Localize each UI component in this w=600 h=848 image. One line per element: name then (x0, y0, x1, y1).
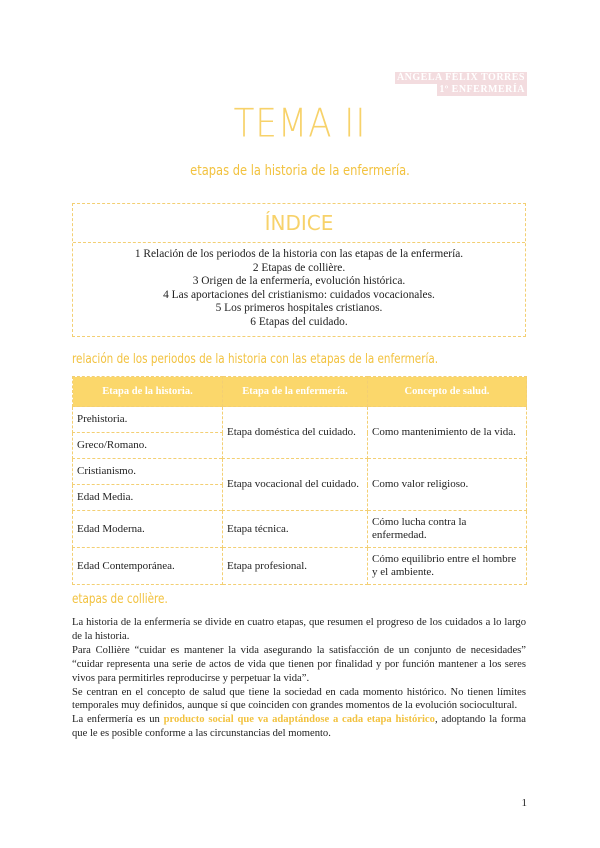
index-item: 1 Relación de los periodos de la historia con las etapas de la enfermería. (134, 248, 464, 260)
table-cell-health: Cómo equilibrio entre el hombre y el ambiente. (368, 548, 527, 585)
table-header-history: Etapa de la historia. (73, 377, 223, 407)
page-number: 1 (521, 797, 527, 809)
index-item: 2 Etapas de collière. (252, 261, 346, 274)
paragraph-text: La enfermería es un (72, 714, 164, 726)
table-header-health: Concepto de salud. (368, 377, 527, 407)
table-cell-nursing: Etapa vocacional del cuidado. (223, 459, 368, 511)
table-cell-history: Edad Contemporánea. (73, 548, 223, 585)
section-heading-periods: relación de los periodos de la historia con las etapas de la enfermería. (72, 352, 439, 367)
table-row (73, 511, 527, 548)
body-text (72, 616, 526, 741)
index-item: 5 Los primeros hospitales cristianos. (215, 302, 383, 315)
table-row (73, 459, 527, 485)
index-item: 3 Origen de la enfermería, evolución histórica. (192, 275, 406, 288)
paragraph: La historia de la enfermería se divide en cuatro etapas, que resumen el progreso de los cuidados a lo largo de la historia. (72, 617, 526, 642)
table-cell-nursing: Etapa profesional. (223, 548, 368, 585)
author-block (395, 72, 527, 96)
table-row (73, 548, 527, 585)
page-subtitle: etapas de la historia de la enfermería. (190, 163, 410, 179)
index-item: 6 Etapas del cuidado. (250, 315, 348, 328)
table-cell-history: Edad Moderna. (73, 511, 223, 548)
table-cell-health: Como mantenimiento de la vida. (368, 407, 527, 459)
paragraph (72, 713, 526, 741)
stages-table (72, 376, 527, 585)
paragraph: Para Collière “cuidar es mantener la vida asegurando la satisfacción de un conjunto de necesidades” “cuidar representa una serie de actos de vida que tienen por finalidad y por función mantener a los seres vivos para permitirles reproducirse y perpetuar la vida”. (72, 644, 526, 684)
index-item: 4 Las aportaciones del cristianismo: cuidados vocacionales. (163, 288, 435, 301)
table-cell-nursing: Etapa doméstica del cuidado. (223, 407, 368, 459)
index-divider (73, 242, 525, 243)
table-cell-nursing: Etapa técnica. (223, 511, 368, 548)
paragraph-text: , adoptando la forma que le es posible conforme a las circunstancias del momento. (72, 714, 526, 740)
highlighted-text: producto social que va adaptándose a cada etapa histórico (163, 714, 435, 726)
index-box (72, 203, 526, 337)
table-cell-history: Cristianismo. (73, 459, 223, 485)
paragraph: Se centran en el concepto de salud que tiene la sociedad en cada momento histórico. No tienen límites temporales muy definidos, aunque sí que coinciden con grandes momentos de la evolución sociocultural. (72, 686, 526, 712)
page-title: TEMA II (233, 101, 367, 147)
table-header-row (73, 377, 527, 407)
table-cell-health: Como valor religioso. (368, 459, 527, 511)
index-list (73, 248, 525, 330)
table-cell-history: Prehistoria. (73, 407, 223, 433)
author-course: 1º ENFERMERÍA (439, 84, 525, 95)
index-title: ÍNDICE (264, 211, 334, 235)
section-heading-colliere: etapas de collière. (72, 592, 168, 607)
table-cell-history: Greco/Romano. (73, 433, 223, 459)
table-header-nursing: Etapa de la enfermería. (223, 377, 368, 407)
table-row (73, 407, 527, 433)
author-name: ÁNGELA FÉLIX TORRES (396, 72, 525, 83)
table-cell-history: Edad Media. (73, 485, 223, 511)
table-cell-health: Cómo lucha contra la enfermedad. (368, 511, 527, 548)
